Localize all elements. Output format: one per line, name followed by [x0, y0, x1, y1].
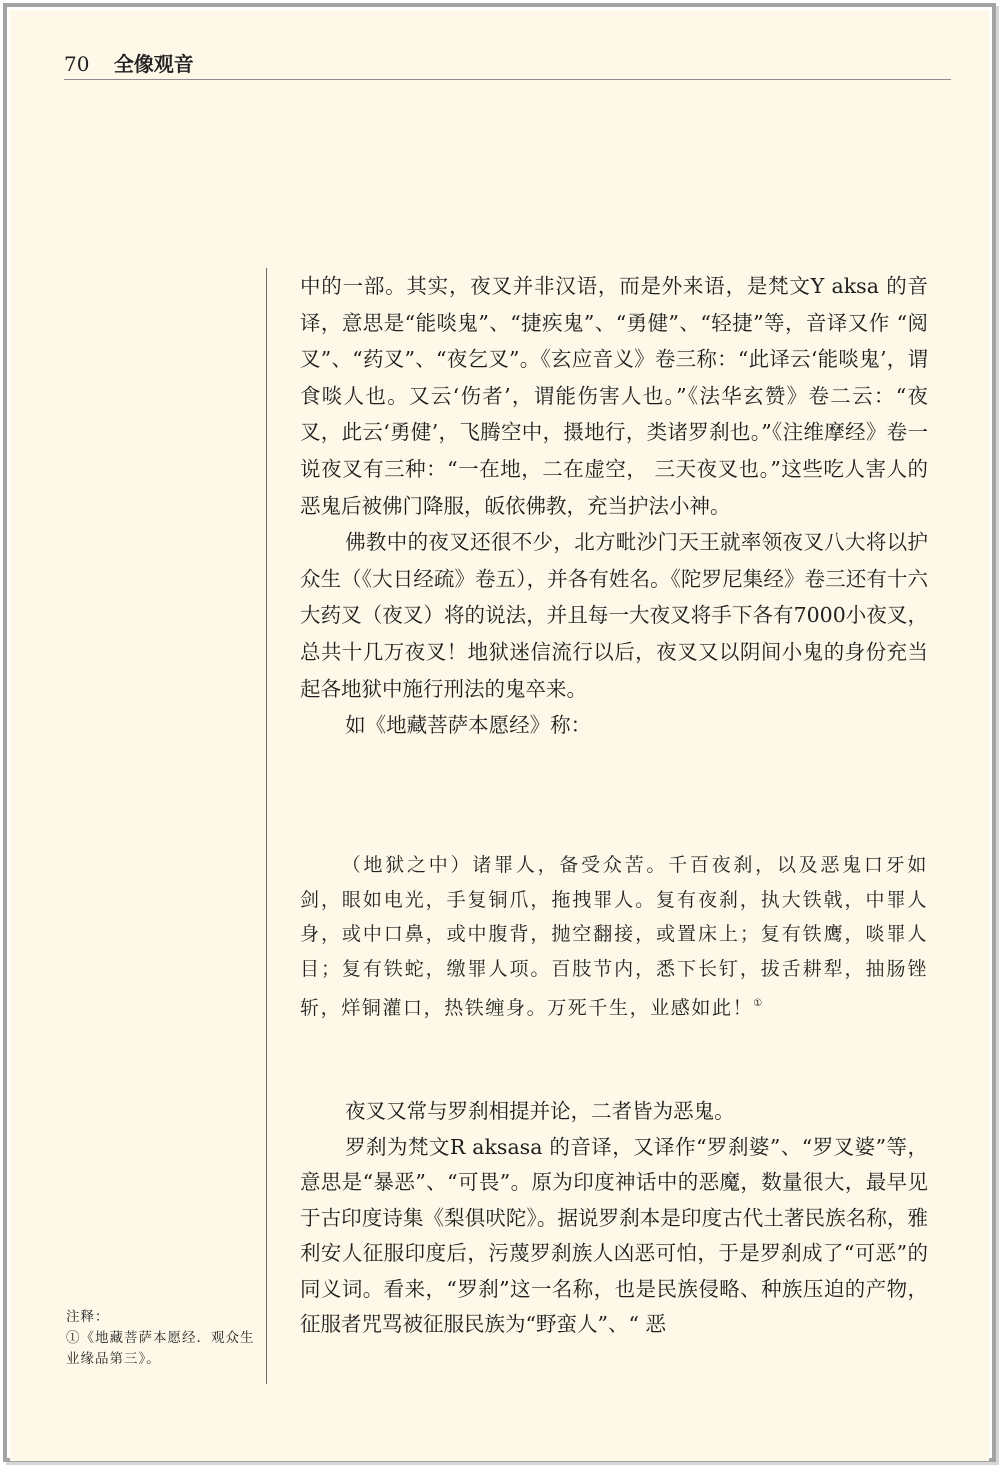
book-title: 全像观音	[113, 52, 194, 76]
footnotes	[66, 1307, 256, 1370]
quote-text: （地狱之中）诸罪人，备受众苦。千百夜刹，以及恶鬼口牙如剑，眼如电光，手复铜爪，拖拽罪人。复有夜刹，执大铁戟，中罪人身，或中口鼻，或中腹背，抛空翻接，或置床上；复有铁鹰，啖罪人目；复有铁蛇，缴罪人项。百肢节内，悉下长钉，拔舌耕犁，抽肠锉斩，烊铜灌口，热铁缠身。万死千生，业感如此！	[300, 854, 928, 1019]
page-number: 70	[64, 52, 90, 76]
footnote-mark: ①	[753, 997, 763, 1009]
paragraph: 佛教中的夜叉还很不少，北方毗沙门天王就率领夜叉八大将以护众生（《大日经疏》卷五），并各有姓名。《陀罗尼集经》卷三还有十六大药叉（夜叉）将的说法，并且每一大夜叉将手下各有7000小夜叉，总共十几万夜叉！地狱迷信流行以后，夜叉又以阴间小鬼的身份充当起各地狱中施行刑法的鬼卒来。	[300, 530, 928, 701]
paragraph: 罗刹为梵文R aksasa 的音译，又译作“罗刹婆”、“罗叉婆”等，意思是“暴恶”、“可畏”。原为印度神话中的恶魔，数量很大，最早见于古印度诗集《梨俱吠陀》。据说罗刹本是印度古代土著民族名称，雅利安人征服印度后，污蔑罗刹族人凶恶可怕，于是罗刹成了“可恶”的同义词。看来，“罗刹”这一名称，也是民族侵略、种族压迫的产物，征服者咒骂被征服民族为“野蛮人”、“ 恶	[300, 1134, 928, 1336]
quote-paragraph	[300, 848, 928, 1026]
paragraph: 中的一部。其实，夜叉并非汉语，而是外来语，是梵文Y aksa 的音译，意思是“能啖鬼”、“捷疾鬼”、“勇健”、“轻捷”等，音译又作 “阅叉”、“药叉”、“夜乞叉”。《玄应音义》卷三称：“此译云‘能啖鬼’，谓食啖人也。又云‘伤者’，谓能伤害人也。”《法华玄赞》卷二云：“夜叉，此云‘勇健’，飞腾空中，摄地行，类诸罗刹也。”《注维摩经》卷一说夜叉有三种：“一在地，二在虚空， 三天夜叉也。”这些吃人害人的恶鬼后被佛门降服，皈依佛教，充当护法小神。	[300, 274, 928, 518]
block-quote	[300, 848, 928, 1026]
running-header	[64, 48, 194, 77]
paragraph: 夜叉又常与罗刹相提并论，二者皆为恶鬼。	[345, 1099, 735, 1123]
footnote-item: ①《地藏菩萨本愿经．观众生业缘品第三》。	[66, 1330, 255, 1367]
paragraph: 如《地藏菩萨本愿经》称：	[345, 713, 592, 738]
margin-divider	[266, 268, 267, 1384]
header-rule	[64, 79, 951, 80]
main-text-top	[300, 268, 928, 744]
notes-heading: 注释：	[66, 1309, 110, 1325]
main-text-bottom	[300, 1094, 928, 1343]
